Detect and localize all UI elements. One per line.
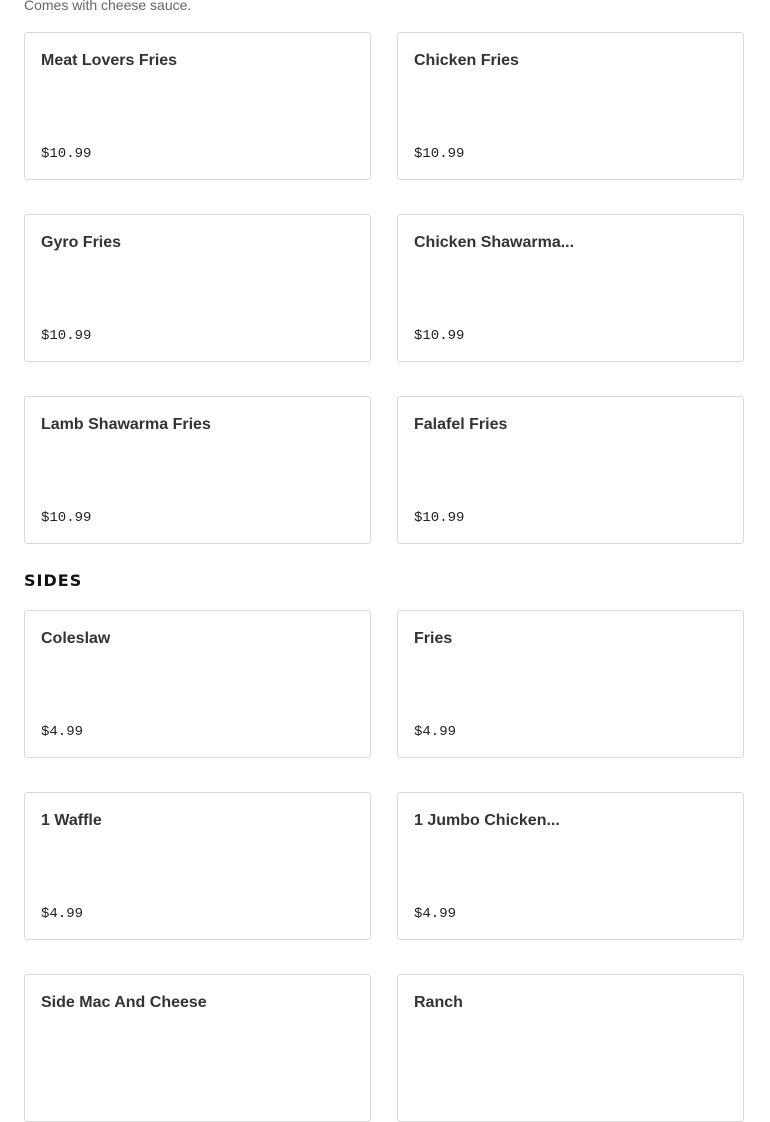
menu-item-name: Lamb Shawarma Fries	[41, 416, 211, 433]
menu-item-price: $10.99	[41, 510, 92, 526]
menu-item-name: Fries	[414, 630, 453, 647]
menu-item-price: $10.99	[414, 328, 465, 344]
menu-item-price: $4.99	[41, 724, 84, 740]
menu-item-card[interactable]	[397, 396, 744, 544]
menu-item-price: $4.99	[41, 906, 84, 922]
menu-item-card[interactable]	[397, 974, 744, 1122]
menu-item-name: Ranch	[414, 994, 463, 1011]
section-title-sides: SIDES	[24, 571, 83, 590]
menu-item-price: $10.99	[41, 146, 92, 162]
menu-item-price: $4.99	[414, 906, 457, 922]
menu-item-name: Meat Lovers Fries	[41, 52, 178, 69]
menu-item-name: Falafel Fries	[414, 416, 508, 433]
menu-item-name: Chicken Fries	[414, 52, 519, 69]
category-description: Comes with cheese sauce.	[24, 0, 192, 13]
menu-item-card[interactable]	[397, 610, 744, 758]
menu-item-price: $10.99	[414, 510, 465, 526]
menu-item-price: $10.99	[41, 328, 92, 344]
menu-item-card[interactable]	[24, 792, 371, 940]
menu-item-card[interactable]	[397, 214, 744, 362]
menu-item-name: Coleslaw	[41, 630, 111, 647]
menu-item-card[interactable]	[24, 610, 371, 758]
menu-item-name: 1 Waffle	[41, 812, 102, 829]
menu-item-name: Chicken Shawarma...	[414, 234, 575, 251]
menu-item-card[interactable]	[24, 214, 371, 362]
menu-item-card[interactable]	[397, 792, 744, 940]
menu-item-price: $10.99	[414, 146, 465, 162]
menu-item-card[interactable]	[397, 32, 744, 180]
menu-item-card[interactable]	[24, 32, 371, 180]
menu-item-card[interactable]	[24, 974, 371, 1122]
menu-item-name: Gyro Fries	[41, 234, 122, 251]
menu-item-price: $4.99	[414, 724, 457, 740]
menu-item-name: 1 Jumbo Chicken...	[414, 812, 560, 829]
menu-item-card[interactable]	[24, 396, 371, 544]
menu-item-name: Side Mac And Cheese	[41, 994, 207, 1011]
